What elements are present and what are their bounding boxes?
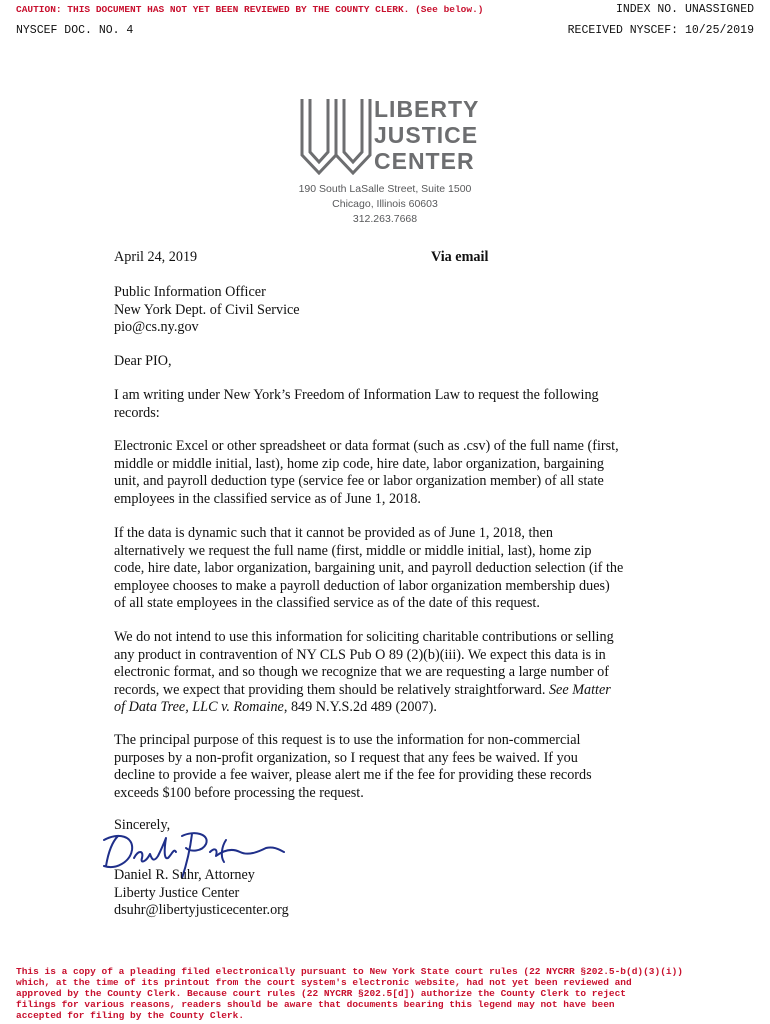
delivery-method: Via email <box>431 249 489 265</box>
court-legend-footer <box>16 966 756 1021</box>
paragraph-line <box>114 682 654 700</box>
line-text: records, we expect that providing them should be relatively straightforward. <box>114 681 549 698</box>
footer-line: which, at the time of its printout from the court system's electronic website, had not yet been reviewed and <box>16 977 632 988</box>
paragraph-line: Electronic Excel or other spreadsheet or data format (such as .csv) of the full name (first, <box>114 438 619 454</box>
logo-line-center: CENTER <box>374 148 475 174</box>
recipient-email: pio@cs.ny.gov <box>114 319 199 335</box>
paragraph-line: code, hire date, labor organization, bargaining unit, and payroll deduction selection (if the <box>114 560 624 576</box>
footer-line: filings for various reasons, readers should be aware that documents bearing this legend may not have been <box>16 999 615 1010</box>
paragraph-line: unit, and payroll deduction type (service fee or labor organization member) of all state <box>114 473 604 489</box>
recipient-block <box>114 284 654 337</box>
index-number: INDEX NO. UNASSIGNED <box>615 3 754 16</box>
recipient-department: New York Dept. of Civil Service <box>114 301 300 318</box>
letter-date: April 24, 2019 <box>114 249 198 265</box>
logo-line-liberty: LIBERTY <box>374 96 480 122</box>
signer-organization: Liberty Justice Center <box>114 884 240 901</box>
paragraph-line: employee chooses to make a payroll deduction of labor organization membership dues) <box>114 577 610 594</box>
signer-name: Daniel R. Suhr, Attorney <box>114 867 255 883</box>
paragraph-alternative <box>114 525 654 613</box>
paragraph-line: exceeds $100 before processing the request. <box>114 784 364 801</box>
signature-block <box>114 867 654 920</box>
paragraph-request <box>114 387 654 422</box>
address-street: 190 South LaSalle Street, Suite 1500 <box>298 183 472 195</box>
paragraph-line: employees in the classified service as of June 1, 2018. <box>114 490 421 507</box>
signer-email: dsuhr@libertyjusticecenter.org <box>114 902 289 918</box>
paragraph-line: purposes by a non-profit organization, so I request that any fees be waived. If you <box>114 749 578 766</box>
case-citation-italic: See Matter <box>548 681 611 698</box>
paragraph-intended-use <box>114 629 654 717</box>
paragraph-line: The principal purpose of this request is to use the information for non-commercial <box>114 732 581 748</box>
paragraph-line: If the data is dynamic such that it cannot be provided as of June 1, 2018, then <box>114 525 553 541</box>
paragraph-line: electronic format, and so though we recognize that we are requesting a large number of <box>114 664 609 680</box>
footer-line: approved by the County Clerk. Because court rules (22 NYCRR §202.5[d]) authorize the County Clerk to reject <box>16 988 626 999</box>
address-phone: 312.263.7668 <box>352 213 418 225</box>
case-citation-italic: of Data Tree, LLC v. Romaine <box>114 699 284 715</box>
paragraph-line: decline to provide a fee waiver, please alert me if the fee for providing these records <box>114 767 592 783</box>
address-city: Chicago, Illinois 60603 <box>332 198 438 210</box>
paragraph-line: I am writing under New York’s Freedom of Information Law to request the following <box>114 387 599 403</box>
salutation: Dear PIO, <box>114 353 172 369</box>
paragraph-line <box>114 699 654 717</box>
line-text: , 849 N.Y.S.2d 489 (2007). <box>283 699 437 715</box>
paragraph-line: any product in contravention of NY CLS Pub O 89 (2)(b)(iii). We expect this data is in <box>114 646 606 663</box>
logo-wordmark <box>374 96 479 174</box>
paragraph-line: records: <box>114 404 160 421</box>
received-date: RECEIVED NYSCEF: 10/25/2019 <box>567 24 754 37</box>
logo-line-justice: JUSTICE <box>374 122 479 148</box>
footer-line: accepted for filing by the County Clerk. <box>16 1010 245 1021</box>
paragraph-line: of all state employees in the classified service as of the date of this request. <box>114 595 540 611</box>
paragraph-data-format <box>114 438 654 508</box>
letterhead-address <box>285 182 485 227</box>
paragraph-line: middle or middle initial, last), home zip code, hire date, labor organization, bargaining <box>114 455 604 472</box>
paragraph-line: alternatively we request the full name (first, middle or middle initial, last), home zip <box>114 542 592 559</box>
closing: Sincerely, <box>114 817 171 833</box>
recipient-title: Public Information Officer <box>114 284 266 300</box>
caution-banner: CAUTION: THIS DOCUMENT HAS NOT YET BEEN REVIEWED BY THE COUNTY CLERK. (See below.) <box>16 4 484 15</box>
paragraph-line: We do not intend to use this information for soliciting charitable contributions or selling <box>114 629 614 645</box>
footer-line: This is a copy of a pleading filed electronically pursuant to New York State court rules (22 NYCRR §202.5-b(d)(3)(i)) <box>16 966 684 977</box>
nyscef-doc-number: NYSCEF DOC. NO. 4 <box>16 24 134 37</box>
paragraph-fee-waiver <box>114 732 654 802</box>
